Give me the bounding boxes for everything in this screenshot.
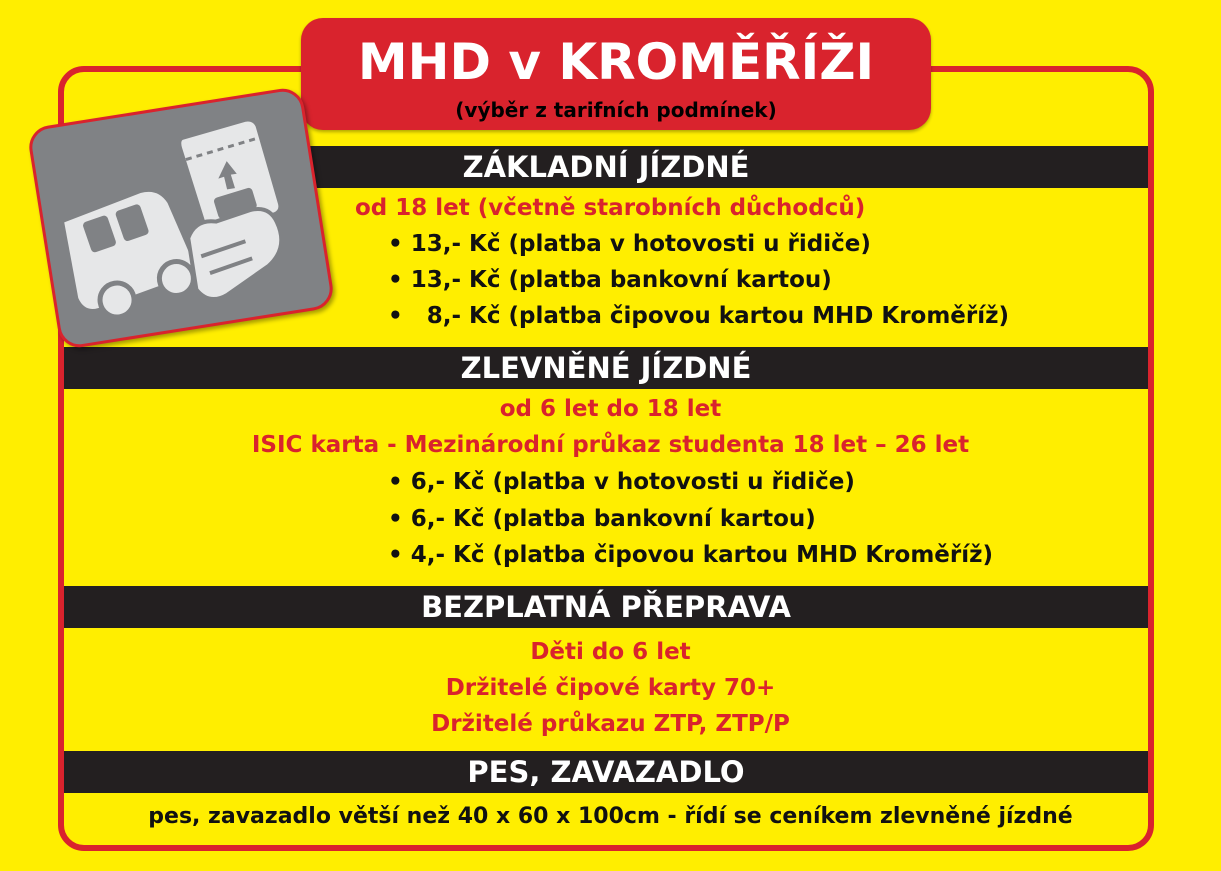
title-banner	[301, 18, 931, 130]
reduced-price-chip-card: • 4,- Kč (platba čipovou kartou MHD Kroměříž)	[388, 542, 994, 568]
basic-price-chip-card: • 8,- Kč (platba čipovou kartou MHD Kroměříž)	[388, 303, 1010, 329]
basic-eligibility: od 18 let (včetně starobních důchodců)	[355, 195, 866, 221]
dog-luggage-text: pes, zavazadlo větší než 40 x 60 x 100cm - řídí se ceníkem zlevněné jízdné	[148, 804, 1073, 829]
page-subtitle: (výběr z tarifních podmínek)	[455, 98, 777, 122]
page-title: MHD v KROMĚŘÍŽI	[357, 33, 875, 91]
reduced-price-cash: • 6,- Kč (platba v hotovosti u řidiče)	[388, 469, 855, 495]
free-item-ztp: Držitelé průkazu ZTP, ZTP/P	[431, 711, 790, 737]
basic-price-cash: • 13,- Kč (platba v hotovosti u řidiče)	[388, 231, 871, 257]
section-heading-dog: PES, ZAVAZADLO	[64, 751, 1148, 793]
reduced-price-bank-card: • 6,- Kč (platba bankovní kartou)	[388, 506, 816, 532]
section-heading-reduced: ZLEVNĚNÉ JÍZDNÉ	[64, 347, 1148, 389]
bus-ticket-icon	[26, 86, 336, 351]
section-heading-basic: ZÁKLADNÍ JÍZDNÉ	[64, 146, 1148, 188]
reduced-eligibility-isic: ISIC karta - Mezinárodní průkaz studenta 18 let – 26 let	[251, 432, 970, 458]
reduced-eligibility-age: od 6 let do 18 let	[499, 396, 722, 422]
free-item-children: Děti do 6 let	[530, 639, 691, 665]
free-item-senior-card: Držitelé čipové karty 70+	[445, 675, 776, 701]
basic-price-bank-card: • 13,- Kč (platba bankovní kartou)	[388, 267, 832, 293]
section-heading-free: BEZPLATNÁ PŘEPRAVA	[64, 586, 1148, 628]
